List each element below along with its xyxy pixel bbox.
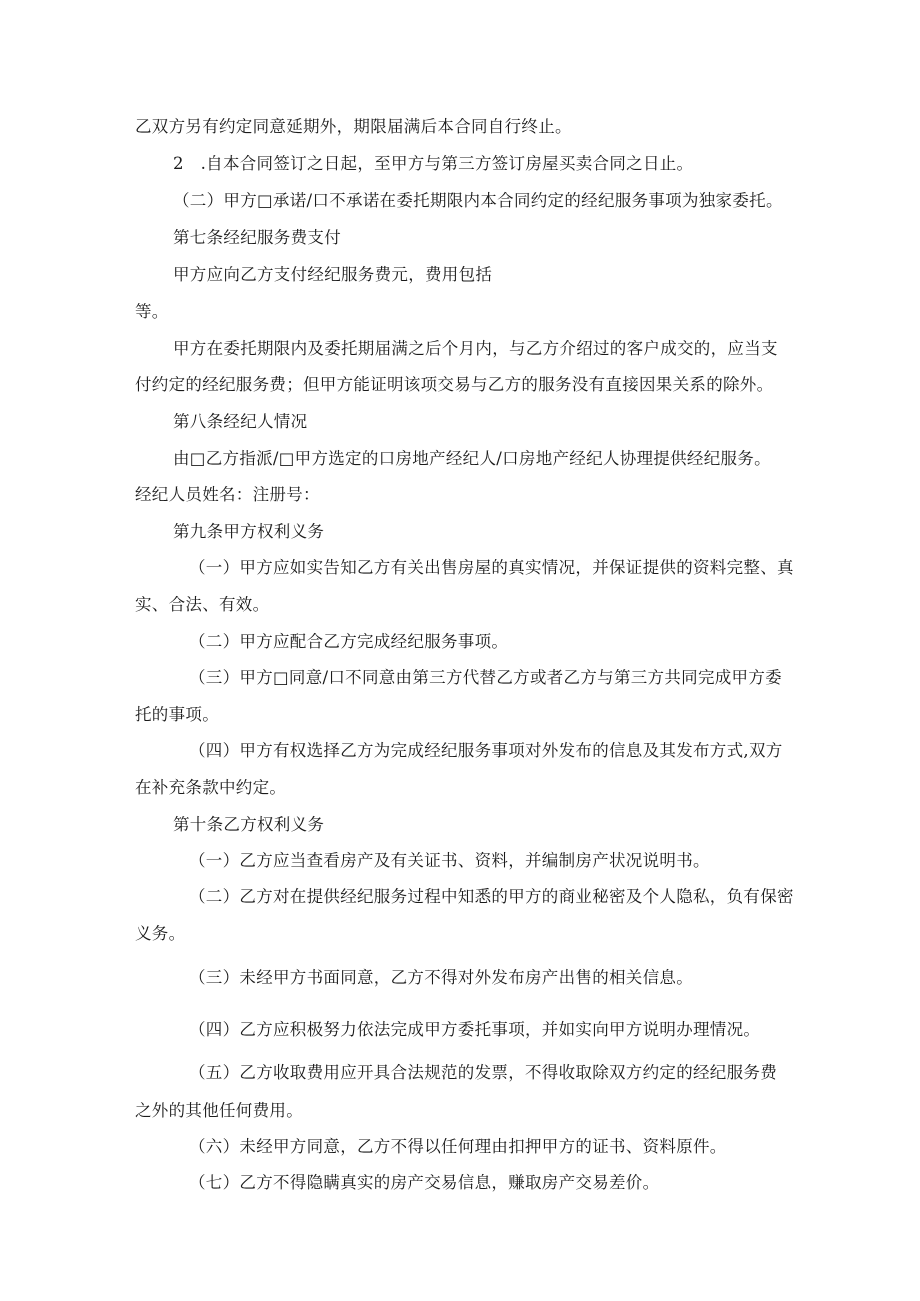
paragraph-line: 托的事项。 xyxy=(135,705,219,724)
article-9-heading: 第九条甲方权利义务 xyxy=(173,522,325,541)
paragraph-line: 等。 xyxy=(135,302,169,321)
article-8-heading: 第八条经纪人情况 xyxy=(173,412,308,431)
paragraph-line: 乙双方另有约定同意延期外，期限届满后本合同自行终止。 xyxy=(135,117,572,136)
paragraph-line: （四）乙方应积极努力依法完成甲方委托事项，并如实向甲方说明办理情况。 xyxy=(189,1020,761,1039)
paragraph-line: 付约定的经纪服务费；但甲方能证明该项交易与乙方的服务没有直接因果关系的除外。 xyxy=(135,375,774,394)
paragraph-line: （四）甲方有权选择乙方为完成经纪服务事项对外发布的信息及其发布方式,双方 xyxy=(189,741,783,760)
paragraph-line: （五）乙方收取费用应开具合法规范的发票，不得收取除双方约定的经纪服务费 xyxy=(189,1063,777,1082)
clause-exclusive-entrustment: （二）甲方□承诺/口不承诺在委托期限内本合同约定的经纪服务事项为独家委托。 xyxy=(173,191,783,210)
paragraph-line: 在补充条款中约定。 xyxy=(135,778,287,797)
article-10-heading: 第十条乙方权利义务 xyxy=(173,815,325,834)
article-7-heading: 第七条经纪服务费支付 xyxy=(173,228,341,247)
agent-name-field: 经纪人员姓名：注册号： xyxy=(135,485,320,504)
paragraph-line: 之外的其他任何费用。 xyxy=(135,1101,303,1120)
paragraph-line: 义务。 xyxy=(135,924,186,943)
clause-item-2: 2 .自本合同签订之日起，至甲方与第三方签订房屋买卖合同之日止。 xyxy=(173,154,694,173)
paragraph-line: （二）甲方应配合乙方完成经纪服务事项。 xyxy=(189,632,509,651)
paragraph-line: （七）乙方不得隐瞒真实的房产交易信息，赚取房产交易差价。 xyxy=(189,1173,660,1192)
paragraph-line: （一）乙方应当查看房产及有关证书、资料，并编制房产状况说明书。 xyxy=(189,851,710,870)
paragraph-line: （三）未经甲方书面同意，乙方不得对外发布房产出售的相关信息。 xyxy=(189,968,693,987)
paragraph-line: 实、合法、有效。 xyxy=(135,595,270,614)
paragraph-line: （二）乙方对在提供经纪服务过程中知悉的甲方的商业秘密及个人隐私，负有保密 xyxy=(189,887,794,906)
paragraph-line: （六）未经甲方同意，乙方不得以任何理由扣押甲方的证书、资料原件。 xyxy=(189,1137,727,1156)
paragraph-line: （一）甲方应如实告知乙方有关出售房屋的真实情况，并保证提供的资料完整、真 xyxy=(189,558,794,577)
paragraph-line: 甲方应向乙方支付经纪服务费元，费用包括 xyxy=(173,265,493,284)
paragraph-line: （三）甲方□同意/口不同意由第三方代替乙方或者乙方与第三方共同完成甲方委 xyxy=(189,668,782,687)
paragraph-line: 由□乙方指派/□甲方选定的口房地产经纪人/口房地产经纪人协理提供经纪服务。 xyxy=(173,449,771,468)
paragraph-line: 甲方在委托期限内及委托期届满之后个月内，与乙方介绍过的客户成交的，应当支 xyxy=(173,339,778,358)
